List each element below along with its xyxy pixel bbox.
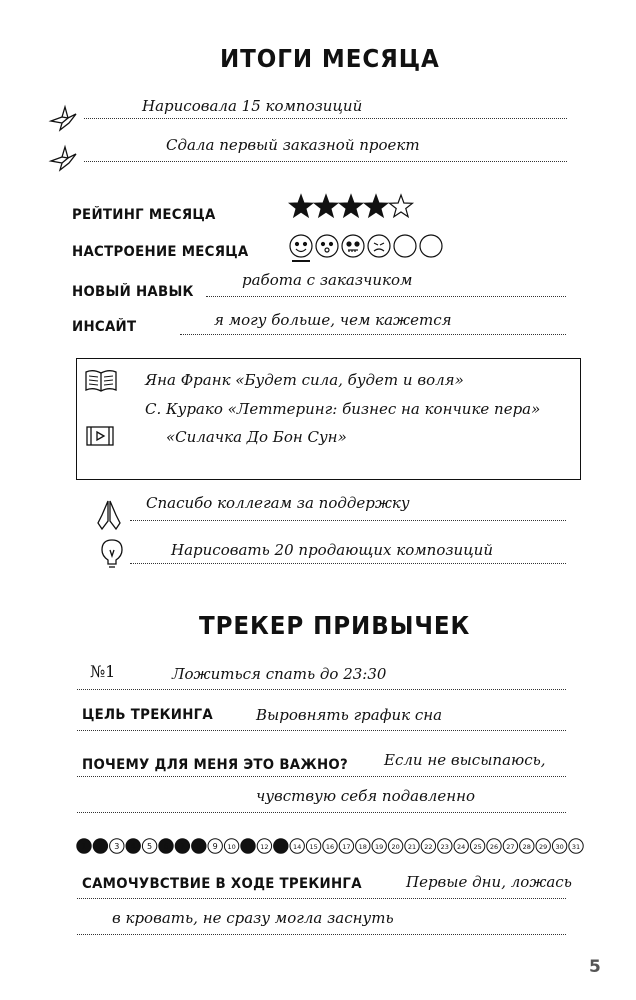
line <box>77 730 566 731</box>
day-25 <box>470 839 484 853</box>
book-2: С. Курако «Леттеринг: бизнес на кончике пера» <box>145 400 541 418</box>
tracking-goal-value: Выровнять график сна <box>256 706 443 724</box>
day-10 <box>224 839 238 853</box>
day-number: 28 <box>522 842 531 851</box>
day-number: 15 <box>309 842 318 851</box>
praying-hands-icon <box>96 499 122 531</box>
day-9 <box>208 839 222 853</box>
film-icon <box>86 426 114 446</box>
line <box>130 563 566 564</box>
day-number: 6 <box>163 841 169 851</box>
day-number: 10 <box>227 842 236 851</box>
line <box>84 161 567 162</box>
day-5 <box>142 839 156 853</box>
day-number: 24 <box>457 842 466 851</box>
day-number: 21 <box>407 842 417 851</box>
wellbeing-label: САМОЧУВСТВИЕ В ХОДЕ ТРЕКИНГА <box>82 876 362 892</box>
day-number: 26 <box>489 842 499 851</box>
habit-name: Ложиться спать до 23:30 <box>172 665 387 683</box>
film-1: «Силачка До Бон Сун» <box>166 428 347 446</box>
mood-label: НАСТРОЕНИЕ МЕСЯЦА <box>72 244 249 260</box>
day-number: 9 <box>212 841 218 851</box>
rating-label: РЕЙТИНГ МЕСЯЦА <box>72 207 216 223</box>
day-26 <box>487 839 501 853</box>
line <box>206 296 566 297</box>
day-number: 30 <box>555 842 564 851</box>
day-18 <box>356 839 370 853</box>
mood-faces <box>288 233 472 263</box>
day-number: 19 <box>375 842 384 851</box>
day-20 <box>388 839 402 853</box>
day-21 <box>405 839 419 853</box>
day-number: 16 <box>325 842 335 851</box>
day-number: 20 <box>391 842 400 851</box>
day-number: 8 <box>196 841 202 851</box>
day-number: 23 <box>440 842 449 851</box>
day-tracker <box>76 836 596 856</box>
line <box>77 689 566 690</box>
paper-crane-icon <box>48 144 78 174</box>
day-number: 4 <box>130 841 136 851</box>
face-empty-icon <box>420 235 442 257</box>
day-14 <box>290 839 304 853</box>
face-empty-icon <box>394 235 416 257</box>
day-number: 13 <box>276 842 285 851</box>
day-28 <box>520 839 534 853</box>
day-2 <box>93 839 107 853</box>
achievement-2: Сдала первый заказной проект <box>166 136 420 154</box>
why-line-2: чувствую себя подавленно <box>256 787 476 805</box>
day-11 <box>241 839 255 853</box>
book-icon <box>84 368 118 394</box>
achievement-1: Нарисовала 15 композиций <box>142 97 363 115</box>
day-4 <box>126 839 140 853</box>
day-number: 2 <box>97 841 103 851</box>
face-happy-icon <box>290 235 312 257</box>
tracker-title: ТРЕКЕР ПРИВЫЧЕК <box>199 611 471 640</box>
star-filled-icon <box>290 195 313 217</box>
day-number: 3 <box>114 841 120 851</box>
line <box>77 812 566 813</box>
day-24 <box>454 839 468 853</box>
page-number: 5 <box>589 957 601 977</box>
day-number: 31 <box>571 842 581 851</box>
new-skill-value: работа с заказчиком <box>242 271 413 289</box>
paper-crane-icon <box>48 104 78 134</box>
star-empty-icon <box>390 195 413 217</box>
line <box>180 334 566 335</box>
habit-number: №1 <box>90 662 116 681</box>
day-3 <box>110 839 124 853</box>
rating-stars <box>288 193 420 221</box>
insight-value: я могу больше, чем кажется <box>214 311 452 329</box>
day-number: 29 <box>539 842 548 851</box>
why-label: ПОЧЕМУ ДЛЯ МЕНЯ ЭТО ВАЖНО? <box>82 757 349 773</box>
goal-text: Нарисовать 20 продающих композиций <box>171 541 494 559</box>
day-31 <box>569 839 583 853</box>
tracking-goal-label: ЦЕЛЬ ТРЕКИНГА <box>82 707 214 723</box>
day-number: 17 <box>342 842 351 851</box>
face-neutral-icon <box>342 235 364 257</box>
day-30 <box>552 839 566 853</box>
line <box>77 776 566 777</box>
day-number: 1 <box>81 841 87 851</box>
day-7 <box>175 839 189 853</box>
why-line-1: Если не высыпаюсь, <box>384 751 546 769</box>
day-number: 11 <box>243 842 253 851</box>
day-number: 25 <box>473 842 482 851</box>
wellbeing-line-2: в кровать, не сразу могла заснуть <box>112 909 394 927</box>
day-23 <box>438 839 452 853</box>
day-27 <box>503 839 517 853</box>
line <box>77 934 566 935</box>
day-13 <box>274 839 288 853</box>
day-15 <box>306 839 320 853</box>
day-22 <box>421 839 435 853</box>
face-surprised-icon <box>316 235 338 257</box>
day-number: 12 <box>260 842 269 851</box>
star-filled-icon <box>315 195 338 217</box>
star-filled-icon <box>340 195 363 217</box>
day-number: 18 <box>358 842 367 851</box>
insight-label: ИНСАЙТ <box>72 319 137 335</box>
day-29 <box>536 839 550 853</box>
line <box>77 898 566 899</box>
day-8 <box>192 839 206 853</box>
day-number: 14 <box>293 842 302 851</box>
day-number: 7 <box>179 841 185 851</box>
wellbeing-line-1: Первые дни, ложась <box>406 873 572 891</box>
day-number: 22 <box>424 842 433 851</box>
new-skill-label: НОВЫЙ НАВЫК <box>72 284 194 300</box>
face-sad-icon <box>368 235 390 257</box>
day-19 <box>372 839 386 853</box>
line <box>130 520 566 521</box>
lightbulb-icon <box>100 538 124 570</box>
gratitude-text: Спасибо коллегам за поддержку <box>146 494 410 512</box>
star-filled-icon <box>365 195 388 217</box>
day-17 <box>339 839 353 853</box>
book-1: Яна Франк «Будет сила, будет и воля» <box>145 371 464 389</box>
day-12 <box>257 839 271 853</box>
day-1 <box>77 839 91 853</box>
summary-title: ИТОГИ МЕСЯЦА <box>220 44 440 73</box>
day-number: 5 <box>147 841 153 851</box>
day-number: 27 <box>506 842 515 851</box>
line <box>84 118 567 119</box>
day-16 <box>323 839 337 853</box>
day-6 <box>159 839 173 853</box>
